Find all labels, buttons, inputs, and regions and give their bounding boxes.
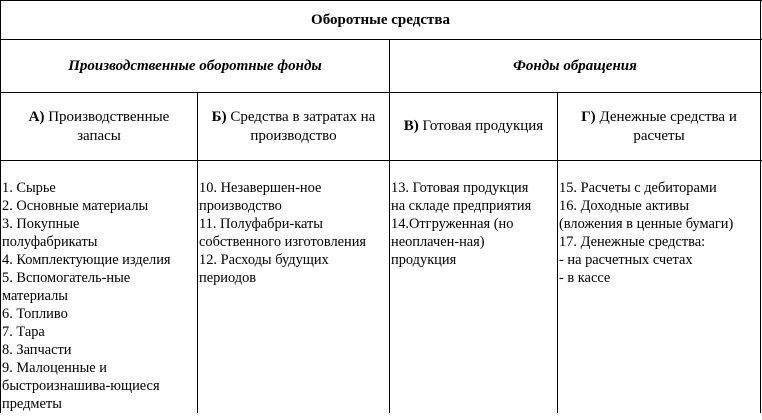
items-list-g — [558, 179, 760, 287]
column-heading-line: Производственные — [48, 108, 170, 125]
column-heading-line: Денежные средства и — [599, 108, 737, 125]
column-heading-line: производство — [250, 127, 337, 144]
list-item: 17. Денежные средства: — [559, 234, 706, 250]
list-item: 10. Незавершен-ное — [199, 180, 322, 196]
items-list-v — [390, 179, 557, 269]
list-item: быстроизнашива-ющиеся — [2, 378, 160, 394]
list-item: 3. Покупные — [2, 216, 80, 232]
list-item: материалы — [2, 288, 68, 304]
list-item: на складе предприятия — [391, 198, 532, 214]
list-item: продукция — [391, 252, 457, 268]
column-heading-b — [198, 93, 389, 160]
list-item: (вложения в ценные бумаги) — [559, 216, 734, 232]
row-divider — [0, 160, 762, 161]
column-heading-line: Готовая продукция — [422, 118, 544, 134]
list-item: 4. Комплектующие изделия — [2, 252, 171, 268]
list-item: 15. Расчеты с дебиторами — [559, 180, 717, 196]
list-item: производство — [199, 198, 282, 214]
list-item: 2. Основные материалы — [2, 198, 149, 214]
list-item: 11. Полуфабри-каты — [199, 216, 323, 232]
list-item: предметы — [2, 396, 62, 412]
list-item: 8. Запчасти — [2, 342, 72, 358]
table-border-right — [760, 0, 761, 413]
column-heading-line: расчеты — [633, 127, 685, 144]
column-letter: Г) — [581, 108, 596, 125]
list-item: 1. Сырье — [2, 180, 56, 196]
group-heading-production: Производственные оборотные фонды — [68, 57, 322, 74]
list-item: - на расчетных счетах — [559, 252, 693, 268]
column-letter: Б) — [211, 108, 227, 125]
column-heading-g — [558, 93, 760, 160]
list-item: неоплачен-ная) — [391, 234, 485, 250]
list-item: 7. Тара — [2, 324, 45, 340]
column-heading-line: запасы — [77, 127, 121, 144]
table-title: Оборотные средства — [311, 11, 450, 28]
list-item: 6. Топливо — [2, 306, 68, 322]
group-heading-circulation: Фонды обращения — [513, 57, 637, 74]
list-item: 13. Готовая продукция — [391, 180, 529, 196]
column-heading-v — [390, 93, 557, 160]
list-item: полуфабрикаты — [2, 234, 98, 250]
column-letter: А) — [28, 108, 45, 125]
column-heading-line: Средства в затратах на — [230, 108, 376, 125]
list-item: собственного изготовления — [199, 234, 367, 250]
list-item: 12. Расходы будущих — [199, 252, 329, 268]
column-heading-a — [1, 93, 197, 160]
list-item: 16. Доходные активы — [559, 198, 689, 214]
items-list-b — [198, 179, 389, 287]
list-item: 14.Отгруженная (но — [391, 216, 514, 232]
list-item: - в кассе — [559, 270, 611, 286]
items-list-a — [1, 179, 197, 413]
list-item: 9. Малоценные и — [2, 360, 107, 376]
column-letter: В) — [403, 118, 419, 134]
list-item: 5. Вспомогатель-ные — [2, 270, 131, 286]
list-item: периодов — [199, 270, 257, 286]
